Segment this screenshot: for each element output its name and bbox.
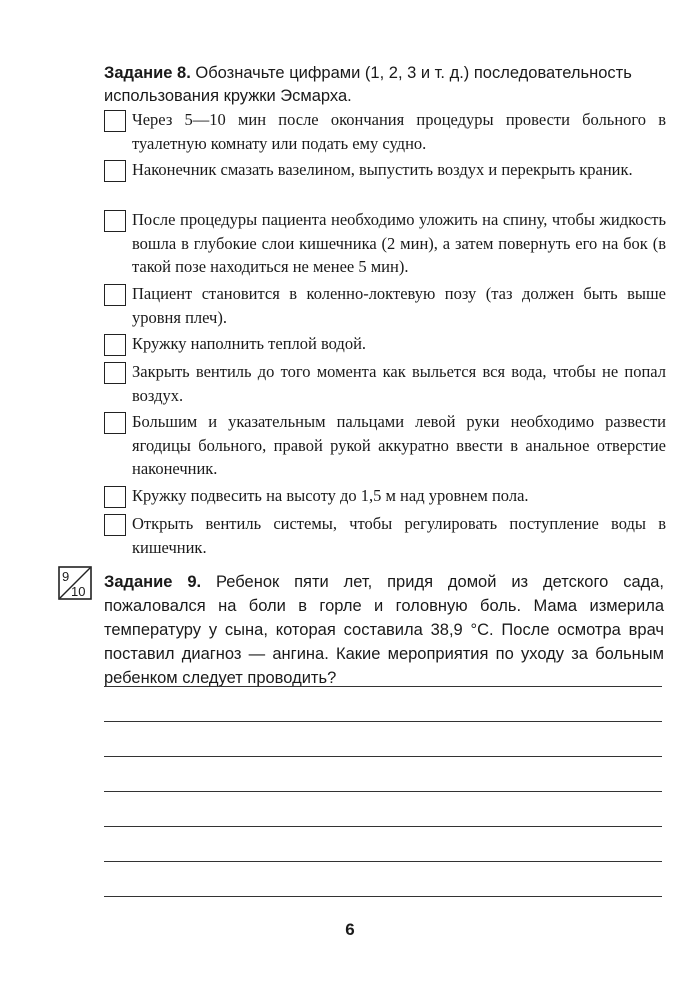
order-number-box[interactable] <box>104 284 126 306</box>
sequence-item-text: После процедуры пациента необходимо уложить на спину, чтобы жидкость вошла в глубокие слои кишечника (2 мин), а затем повернуть его на бок (в такой позе находиться не менее 5 мин). <box>132 210 666 276</box>
task-9-block <box>104 570 664 690</box>
answer-line[interactable] <box>104 826 662 827</box>
sequence-item-text: Кружку подвесить на высоту до 1,5 м над уровнем пола. <box>132 486 529 505</box>
sequence-item-text: Наконечник смазать вазелином, выпустить воздух и перекрыть краник. <box>132 160 633 179</box>
answer-line[interactable] <box>104 756 662 757</box>
answer-line[interactable] <box>104 896 662 897</box>
sequence-item <box>104 110 666 155</box>
sequence-item-text: Через 5—10 мин после окончания процедуры провести больного в туалетную комнату или подать ему судно. <box>132 110 666 153</box>
answer-line[interactable] <box>104 861 662 862</box>
order-number-box[interactable] <box>104 334 126 356</box>
sequence-item-text: Пациент становится в коленно-локтевую позу (таз должен быть выше уровня плеч). <box>132 284 666 327</box>
sequence-item <box>104 284 666 329</box>
sequence-item <box>104 334 666 356</box>
sequence-item-text: Закрыть вентиль до того момента как выльется вся вода, чтобы не попал воздух. <box>132 362 666 405</box>
sequence-item <box>104 362 666 407</box>
task-9-question: Ребенок пяти лет, придя домой из детского сада, пожаловался на боли в горле и головную боль. Мама измерила температуру у сына, которая составила 38,9 °С. После осмотра врач поставил диагноз — ангина. Какие мероприятия по уходу за больным ребенком следует проводить? <box>104 573 665 687</box>
task-8-instruction: Обозначьте цифрами (1, 2, 3 и т. д.) последовательность использования кружки Эсмарха. <box>104 64 632 105</box>
order-number-box[interactable] <box>104 412 126 434</box>
task-8-heading <box>104 62 664 108</box>
answer-line[interactable] <box>104 721 662 722</box>
answer-line[interactable] <box>104 686 662 687</box>
page-number: 6 <box>345 920 355 939</box>
sequence-item-text: Большим и указательным пальцами левой руки необходимо развести ягодицы больного, правой рукой аккуратно ввести в анальное отверстие наконечник. <box>132 412 666 478</box>
badge-top-number: 9 <box>62 569 70 584</box>
sequence-item <box>104 210 666 279</box>
sequence-item <box>104 486 666 508</box>
difficulty-badge <box>58 566 92 600</box>
order-number-box[interactable] <box>104 362 126 384</box>
badge-bottom-number: 10 <box>71 584 86 599</box>
sequence-item <box>104 160 666 182</box>
order-number-box[interactable] <box>104 210 126 232</box>
sequence-item <box>104 514 666 559</box>
sequence-item <box>104 412 666 481</box>
order-number-box[interactable] <box>104 160 126 182</box>
answer-line[interactable] <box>104 791 662 792</box>
order-number-box[interactable] <box>104 110 126 132</box>
task-9-label: Задание 9. <box>104 573 202 591</box>
task-8-label: Задание 8. <box>104 64 191 82</box>
order-number-box[interactable] <box>104 486 126 508</box>
order-number-box[interactable] <box>104 514 126 536</box>
sequence-item-text: Открыть вентиль системы, чтобы регулировать поступление воды в кишечник. <box>132 514 666 557</box>
sequence-item-text: Кружку наполнить теплой водой. <box>132 334 367 353</box>
